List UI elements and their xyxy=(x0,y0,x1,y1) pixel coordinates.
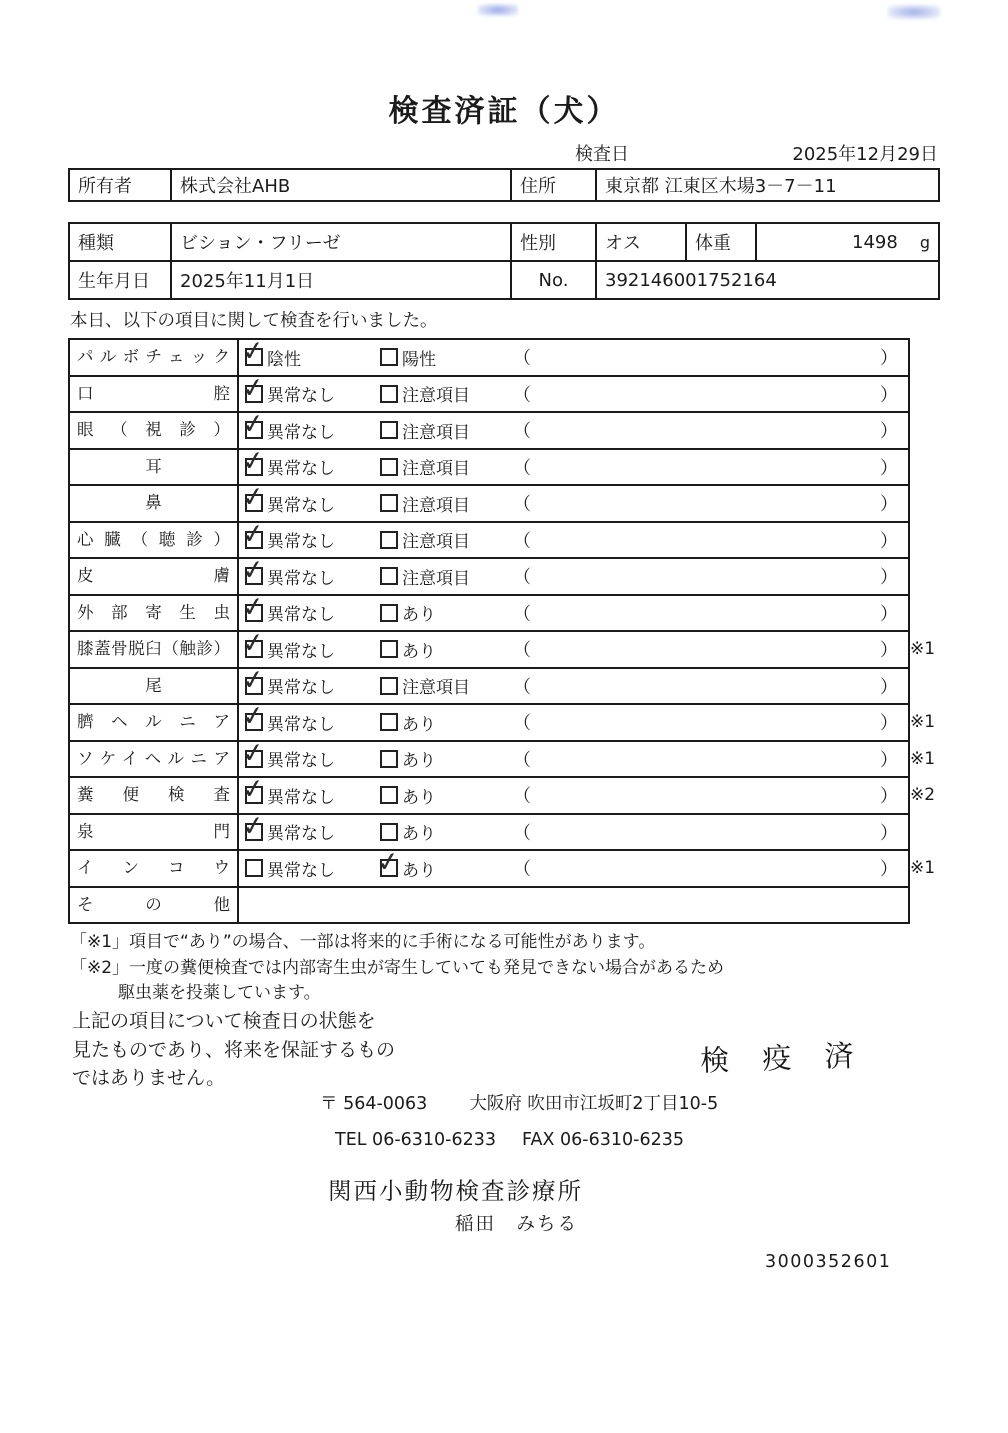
option-primary xyxy=(245,856,380,881)
item-options xyxy=(239,669,908,704)
owner-label: 所有者 xyxy=(69,169,171,201)
option-primary xyxy=(245,783,380,808)
item-options xyxy=(239,632,908,667)
item-label: 耳 xyxy=(70,450,239,485)
option-primary xyxy=(245,710,380,735)
remarks-blank: （ ） xyxy=(513,640,898,662)
clinic-postal-code: 〒 564-0063 xyxy=(320,1094,428,1114)
footnote-2-cont: 駆虫薬を投薬しています。 xyxy=(118,983,321,1003)
item-options xyxy=(239,559,908,594)
page-title: 検査済証（犬） xyxy=(388,94,620,129)
option-label: 異常なし xyxy=(267,386,335,407)
item-label: 泉門 xyxy=(70,815,239,850)
checkbox-checked-icon xyxy=(245,348,263,366)
owner-name: 株式会社AHB xyxy=(171,169,511,201)
footnote-marker: ※1 xyxy=(910,639,936,660)
option-label: あり xyxy=(402,641,436,662)
checkbox-empty-icon xyxy=(380,531,398,549)
checklist-row xyxy=(70,594,908,631)
birthdate-label: 生年月日 xyxy=(69,261,171,299)
option-primary xyxy=(245,673,380,698)
remarks-blank: （ ） xyxy=(513,713,898,735)
checkbox-checked-icon xyxy=(245,494,263,512)
quarantine-passed-stamp: 検 疫 済 xyxy=(699,1038,867,1078)
option-primary xyxy=(245,381,380,406)
breed-label: 種類 xyxy=(69,223,171,261)
checkbox-checked-icon xyxy=(245,823,263,841)
option-primary xyxy=(245,600,380,625)
owner-address-label: 住所 xyxy=(511,169,596,201)
option-label: 異常なし xyxy=(267,787,335,808)
pet-row-2 xyxy=(69,261,939,299)
item-label: 外部寄生虫 xyxy=(70,596,239,631)
item-label: 眼（視診） xyxy=(70,413,239,448)
option-primary xyxy=(245,564,380,589)
checklist-row xyxy=(70,484,908,521)
option-primary xyxy=(245,527,380,552)
inspection-date-row xyxy=(68,140,940,166)
remarks-blank: （ ） xyxy=(513,421,898,443)
item-options xyxy=(239,486,908,521)
checklist-row xyxy=(70,630,936,667)
weight-unit: g xyxy=(919,232,930,252)
item-options xyxy=(239,596,908,631)
checkbox-empty-icon xyxy=(380,385,398,403)
inspection-date-value: 2025年12月29日 xyxy=(792,144,938,165)
checkbox-checked-icon xyxy=(245,604,263,622)
option-secondary xyxy=(380,527,513,552)
option-label: 陽性 xyxy=(402,349,436,370)
checklist-row xyxy=(70,740,936,777)
footnote-marker: ※1 xyxy=(910,748,936,769)
item-label: 尾 xyxy=(70,669,239,704)
option-label: あり xyxy=(402,787,436,808)
option-label: 異常なし xyxy=(267,495,335,516)
item-label: 心臓（聴診） xyxy=(70,523,239,558)
option-label: あり xyxy=(402,751,436,772)
option-label: 異常なし xyxy=(267,860,335,881)
checklist-row xyxy=(70,776,936,813)
option-label: 陰性 xyxy=(267,349,301,370)
option-label: 異常なし xyxy=(267,751,335,772)
option-primary xyxy=(245,746,380,771)
item-label: ソケイヘルニア xyxy=(70,742,239,777)
checkbox-empty-icon xyxy=(380,604,398,622)
option-secondary xyxy=(380,746,513,771)
clinic-fax: FAX 06-6310-6235 xyxy=(522,1130,684,1150)
option-label: 異常なし xyxy=(267,532,335,553)
remarks-blank: （ ） xyxy=(513,567,898,589)
item-options xyxy=(239,705,908,740)
checkbox-empty-icon xyxy=(245,859,263,877)
remarks-blank: （ ） xyxy=(513,749,898,771)
option-secondary xyxy=(380,600,513,625)
sex-value: オス xyxy=(596,223,686,261)
item-options xyxy=(239,413,908,448)
footnote-2: 「※2」一度の糞便検査では内部寄生虫が寄生していても発見できない場合があるため xyxy=(70,957,725,978)
clinic-address: 大阪府 吹田市江坂町2丁目10-5 xyxy=(469,1094,719,1114)
item-label: インコウ xyxy=(70,851,239,886)
option-secondary xyxy=(380,454,513,479)
option-secondary xyxy=(380,673,513,698)
option-label: 異常なし xyxy=(267,459,335,480)
checklist-table xyxy=(68,338,936,924)
owner-address: 東京都 江東区木場3－7－11 xyxy=(596,169,939,201)
item-options xyxy=(239,888,908,923)
checkbox-checked-icon xyxy=(245,567,263,585)
checkbox-checked-icon xyxy=(245,531,263,549)
option-secondary xyxy=(380,345,513,370)
option-label: 注意項目 xyxy=(402,386,470,407)
remarks-blank: （ ） xyxy=(513,786,898,808)
checklist-row xyxy=(70,411,908,448)
option-primary xyxy=(245,418,380,443)
item-options xyxy=(239,377,908,412)
item-options xyxy=(239,778,908,813)
checkbox-checked-icon xyxy=(245,421,263,439)
item-label: 臍ヘルニア xyxy=(70,705,239,740)
option-primary xyxy=(245,819,380,844)
checkbox-empty-icon xyxy=(380,640,398,658)
intro-text: 本日、以下の項目に関して検査を行いました。 xyxy=(70,311,438,331)
checkbox-empty-icon xyxy=(380,713,398,731)
remarks-blank: （ ） xyxy=(513,457,898,479)
footnotes xyxy=(70,930,724,1007)
option-label: あり xyxy=(402,860,436,881)
item-label: 膝蓋骨脱臼（触診） xyxy=(70,632,239,667)
remarks-blank: （ ） xyxy=(513,494,898,516)
item-options xyxy=(239,851,908,886)
option-secondary xyxy=(380,564,513,589)
sex-label: 性別 xyxy=(511,223,596,261)
option-label: 異常なし xyxy=(267,641,335,662)
checkbox-empty-icon xyxy=(380,786,398,804)
owner-table xyxy=(68,168,940,202)
option-primary xyxy=(245,345,380,370)
item-options xyxy=(239,742,908,777)
checklist-row xyxy=(70,849,936,886)
item-options xyxy=(239,815,908,850)
option-label: 注意項目 xyxy=(402,568,470,589)
item-label: 鼻 xyxy=(70,486,239,521)
item-label: 糞便検査 xyxy=(70,778,239,813)
option-label: 注意項目 xyxy=(402,532,470,553)
weight-value: 1498 xyxy=(852,231,898,253)
pet-table xyxy=(68,222,940,300)
remarks-blank: （ ） xyxy=(513,384,898,406)
checkbox-checked-icon xyxy=(245,713,263,731)
checklist-row xyxy=(70,813,908,850)
clinic-address-line xyxy=(320,1090,718,1115)
option-secondary xyxy=(380,856,513,881)
option-secondary xyxy=(380,381,513,406)
weight-cell xyxy=(756,223,939,261)
option-label: 異常なし xyxy=(267,605,335,626)
option-label: 注意項目 xyxy=(402,422,470,443)
checkbox-checked-icon xyxy=(245,458,263,476)
clinic-tel: TEL 06-6310-6233 xyxy=(335,1130,497,1150)
option-label: 異常なし xyxy=(267,422,335,443)
footnote-1: 「※1」項目で“あり”の場合、一部は将来的に手術になる可能性があります。 xyxy=(70,932,656,952)
checkbox-empty-icon xyxy=(380,750,398,768)
remarks-blank: （ ） xyxy=(513,822,898,844)
veterinarian-name: 稲田 みちる xyxy=(455,1214,579,1235)
scan-artifact xyxy=(478,4,518,16)
option-label: 異常なし xyxy=(267,714,335,735)
checklist-row xyxy=(70,340,908,375)
checkbox-checked-icon xyxy=(245,640,263,658)
item-options xyxy=(239,450,908,485)
checkbox-checked-icon xyxy=(245,385,263,403)
option-secondary xyxy=(380,710,513,735)
no-label: No. xyxy=(511,261,596,299)
option-secondary xyxy=(380,491,513,516)
option-label: 注意項目 xyxy=(402,459,470,480)
disclaimer-line-1: 上記の項目について検査日の状態を xyxy=(72,1010,376,1032)
inspection-date-label: 検査日 xyxy=(575,144,629,165)
disclaimer-line-3: ではありません。 xyxy=(72,1067,226,1089)
option-secondary xyxy=(380,819,513,844)
remarks-blank: （ ） xyxy=(513,530,898,552)
option-label: 注意項目 xyxy=(402,495,470,516)
item-options xyxy=(239,523,908,558)
item-label: パルボチェック xyxy=(70,340,239,375)
option-secondary xyxy=(380,637,513,662)
checkbox-empty-icon xyxy=(380,348,398,366)
checklist-row xyxy=(70,667,908,704)
option-label: 異常なし xyxy=(267,568,335,589)
remarks-blank: （ ） xyxy=(513,859,898,881)
remarks-blank: （ ） xyxy=(513,676,898,698)
item-label: その他 xyxy=(70,888,239,923)
option-label: 注意項目 xyxy=(402,678,470,699)
clinic-telfax-line xyxy=(335,1130,684,1150)
option-label: あり xyxy=(402,824,436,845)
clinic-name: 関西小動物検査診療所 xyxy=(328,1177,583,1205)
no-value: 392146001752164 xyxy=(596,261,939,299)
checklist-row xyxy=(70,375,908,412)
checkbox-checked-icon xyxy=(380,859,398,877)
pet-row-1 xyxy=(69,223,939,261)
option-label: 異常なし xyxy=(267,678,335,699)
weight-label: 体重 xyxy=(686,223,756,261)
option-label: あり xyxy=(402,605,436,626)
checkbox-empty-icon xyxy=(380,677,398,695)
item-label: 皮膚 xyxy=(70,559,239,594)
owner-row xyxy=(69,169,939,201)
breed-value: ビション・フリーゼ xyxy=(171,223,511,261)
remarks-blank: （ ） xyxy=(513,603,898,625)
footnote-marker: ※1 xyxy=(910,712,936,733)
document-serial-number: 3000352601 xyxy=(765,1252,892,1272)
checkbox-empty-icon xyxy=(380,494,398,512)
checkbox-empty-icon xyxy=(380,458,398,476)
checkbox-empty-icon xyxy=(380,567,398,585)
checkbox-checked-icon xyxy=(245,786,263,804)
checklist-row xyxy=(70,703,936,740)
footnote-marker: ※1 xyxy=(910,858,936,879)
item-label: 口腔 xyxy=(70,377,239,412)
remarks-blank: （ ） xyxy=(513,348,898,370)
disclaimer-line-2: 見たものであり、将来を保証するもの xyxy=(72,1038,396,1061)
checklist-row xyxy=(70,521,908,558)
checkbox-empty-icon xyxy=(380,823,398,841)
option-primary xyxy=(245,454,380,479)
option-primary xyxy=(245,491,380,516)
option-secondary xyxy=(380,418,513,443)
checklist-row xyxy=(70,886,908,923)
checkbox-empty-icon xyxy=(380,421,398,439)
item-options xyxy=(239,340,908,375)
checklist-row xyxy=(70,557,908,594)
checkbox-checked-icon xyxy=(245,677,263,695)
footnote-marker: ※2 xyxy=(910,785,936,806)
option-secondary xyxy=(380,783,513,808)
checkbox-checked-icon xyxy=(245,750,263,768)
disclaimer-text xyxy=(72,1007,395,1093)
checklist-row xyxy=(70,448,908,485)
option-label: 異常なし xyxy=(267,824,335,845)
option-primary xyxy=(245,637,380,662)
scan-artifact xyxy=(888,5,940,19)
option-label: あり xyxy=(402,714,436,735)
birthdate-value: 2025年11月1日 xyxy=(171,261,511,299)
